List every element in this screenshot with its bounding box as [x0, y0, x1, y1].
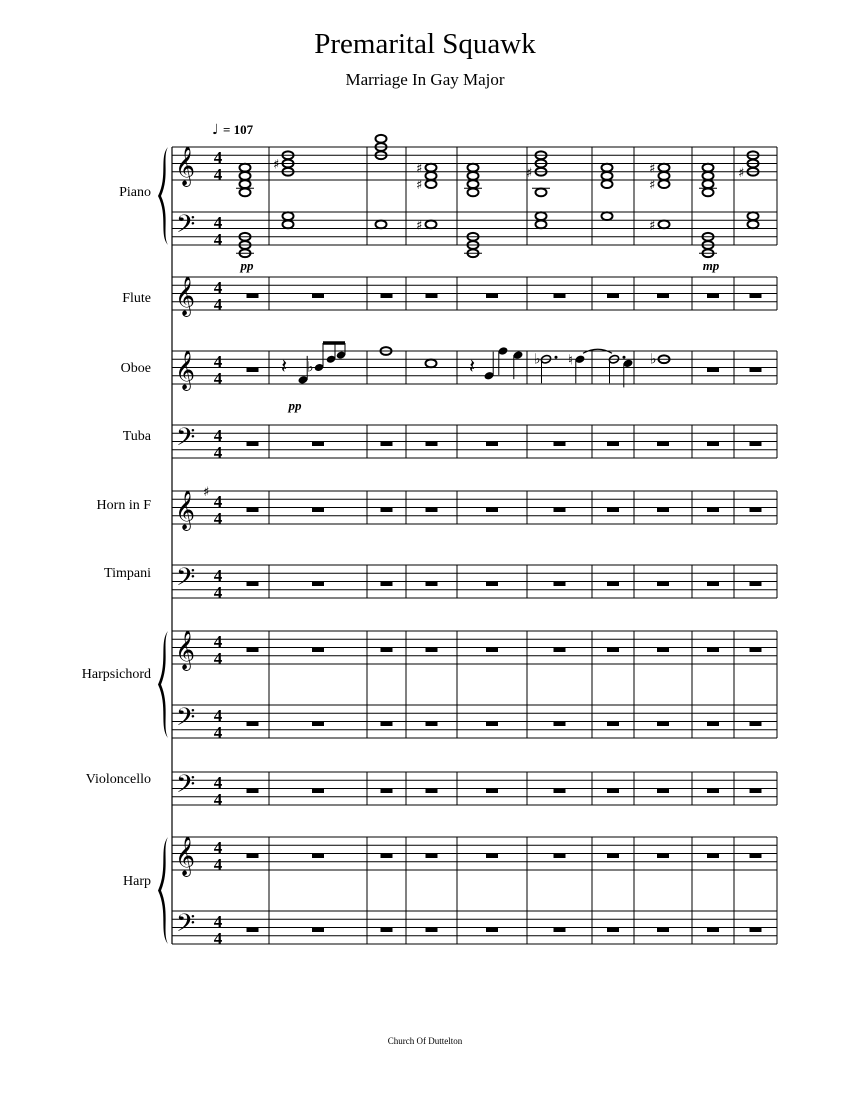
footer-credit: Church Of Duttelton [387, 1036, 463, 1046]
piano-bass-note [536, 212, 547, 220]
piano-bass-note [376, 220, 387, 228]
flute-rest [312, 294, 324, 299]
cello-rest [247, 789, 259, 794]
harpsichord-rest [554, 648, 566, 653]
piano-bass-note [748, 220, 759, 228]
horn-rest [486, 508, 498, 513]
quarter-rest-icon: 𝄽 [469, 354, 476, 378]
horn-time-sig-bottom: 4 [213, 509, 223, 528]
harp-label: Harp [123, 874, 151, 889]
horn-time-sig-top: 4 [213, 492, 223, 511]
harpsichord-rest [486, 722, 498, 727]
piano-time-sig-bottom: 4 [213, 230, 223, 249]
harp-rest [381, 928, 393, 933]
oboe-rest [707, 368, 719, 373]
harp-time-sig-bottom: 4 [213, 855, 223, 874]
harp-rest [657, 854, 669, 859]
cello-rest [312, 789, 324, 794]
harp-rest [750, 854, 762, 859]
piano-treble-note [240, 188, 251, 196]
piano-bass-note [426, 220, 437, 228]
harp-treble-clef-icon: 𝄞 [175, 836, 196, 876]
flute-rest [426, 294, 438, 299]
piano-bass-note [602, 212, 613, 220]
tuba-rest [247, 442, 259, 447]
oboe-whole-note [426, 359, 437, 367]
timpani-rest [312, 582, 324, 587]
oboe-treble-clef-icon: 𝄞 [175, 350, 196, 390]
timpani-label: Timpani [104, 566, 151, 581]
harp-time-sig-top: 4 [213, 912, 223, 931]
piano-treble-note [703, 188, 714, 196]
piano-treble-note [468, 172, 479, 180]
timpani-time-sig-top: 4 [213, 566, 223, 585]
flute-rest [707, 294, 719, 299]
horn-rest [247, 508, 259, 513]
piano-sharp-icon: ♯ [526, 165, 533, 181]
cello-rest [486, 789, 498, 794]
oboe-label: Oboe [120, 361, 151, 376]
cello-rest [554, 789, 566, 794]
tuba-rest [707, 442, 719, 447]
harpsichord-rest [486, 648, 498, 653]
piano-bass-note [748, 212, 759, 220]
piano-bass-note [283, 212, 294, 220]
harp-time-sig-top: 4 [213, 838, 223, 857]
piano-treble-note [468, 188, 479, 196]
flute-rest [607, 294, 619, 299]
piano-treble-note [703, 164, 714, 172]
harpsichord-rest [750, 722, 762, 727]
piano-treble-note [659, 180, 670, 188]
dot [623, 356, 626, 359]
timpani-rest [554, 582, 566, 587]
piano-treble-note [376, 135, 387, 143]
flute-time-sig-top: 4 [213, 278, 223, 297]
natural-icon: ♮ [568, 352, 574, 369]
piano-treble-note [426, 180, 437, 188]
harp-bass-clef-icon: 𝄢 [176, 909, 196, 944]
harp-rest [607, 854, 619, 859]
piano-treble-note [468, 180, 479, 188]
flute-rest [554, 294, 566, 299]
piano-sharp-icon: ♯ [416, 161, 423, 177]
oboe-time-sig-bottom: 4 [213, 369, 223, 388]
piano-label: Piano [119, 185, 151, 200]
harpsichord-rest [607, 722, 619, 727]
harp-rest [657, 928, 669, 933]
cello-rest [381, 789, 393, 794]
harpsichord-rest [607, 648, 619, 653]
tuba-rest [750, 442, 762, 447]
piano-bass-note [283, 220, 294, 228]
flat-icon: ♭ [534, 351, 541, 368]
harpsichord-bass-clef-icon: 𝄢 [176, 703, 196, 738]
horn-treble-clef-icon: 𝄞 [175, 490, 196, 530]
tuba-rest [312, 442, 324, 447]
harp-rest [486, 928, 498, 933]
harpsichord-rest [707, 722, 719, 727]
horn-rest [312, 508, 324, 513]
harp-time-sig-bottom: 4 [213, 929, 223, 948]
dynamic-pp-piano: pp [240, 258, 254, 273]
harp-rest [554, 854, 566, 859]
cello-rest [707, 789, 719, 794]
horn-label: Horn in F [96, 498, 151, 513]
horn-rest [554, 508, 566, 513]
oboe-rest [247, 368, 259, 373]
piano-bass-sharp-icon: ♯ [416, 218, 423, 234]
harpsichord-rest [750, 648, 762, 653]
harp-rest [750, 928, 762, 933]
piano-time-sig-bottom: 4 [213, 165, 223, 184]
piano-treble-clef-icon: 𝄞 [175, 146, 196, 186]
harp-rest [486, 854, 498, 859]
note-layer [236, 135, 762, 932]
timpani-rest [381, 582, 393, 587]
cello-time-sig-top: 4 [213, 773, 223, 792]
markings-layer [175, 122, 720, 948]
harpsichord-rest [657, 722, 669, 727]
horn-rest [750, 508, 762, 513]
dynamic-mp-piano: mp [702, 258, 720, 273]
piano-treble-note [602, 172, 613, 180]
staff-system [82, 147, 777, 944]
piano-treble-note [602, 180, 613, 188]
harp-rest [426, 854, 438, 859]
piano-treble-note [426, 172, 437, 180]
horn-rest [607, 508, 619, 513]
harpsichord-time-sig-top: 4 [213, 632, 223, 651]
piano-bass-clef-icon: 𝄢 [176, 210, 196, 245]
harpsichord-rest [247, 648, 259, 653]
score-subtitle: Marriage In Gay Major [345, 70, 505, 89]
flute-rest [381, 294, 393, 299]
horn-key-sharp-icon: ♯ [203, 485, 210, 500]
harpsichord-label: Harpsichord [81, 667, 151, 682]
harp-rest [381, 854, 393, 859]
harpsichord-rest [707, 648, 719, 653]
tuba-rest [486, 442, 498, 447]
piano-treble-note [426, 164, 437, 172]
flute-treble-clef-icon: 𝄞 [175, 276, 196, 316]
harpsichord-brace [158, 631, 168, 738]
harpsichord-rest [426, 648, 438, 653]
oboe-time-sig-top: 4 [213, 352, 223, 371]
cello-rest [750, 789, 762, 794]
horn-rest [707, 508, 719, 513]
harp-rest [312, 928, 324, 933]
flat-icon: ♭ [307, 359, 314, 376]
piano-bass-sharp-icon: ♯ [649, 218, 656, 234]
timpani-time-sig-bottom: 4 [213, 583, 223, 602]
timpani-rest [707, 582, 719, 587]
piano-brace [158, 147, 168, 245]
timpani-rest [607, 582, 619, 587]
tempo-text: = 107 [223, 122, 254, 137]
piano-treble-note [602, 164, 613, 172]
piano-sharp-icon: ♯ [649, 178, 656, 194]
flute-rest [657, 294, 669, 299]
harp-rest [707, 854, 719, 859]
cello-rest [657, 789, 669, 794]
harp-rest [247, 928, 259, 933]
harpsichord-rest [554, 722, 566, 727]
piano-sharp-icon: ♯ [649, 161, 656, 177]
harp-rest [554, 928, 566, 933]
piano-sharp-icon: ♯ [738, 165, 745, 181]
piano-time-sig-top: 4 [213, 148, 223, 167]
horn-rest [426, 508, 438, 513]
piano-treble-note [240, 180, 251, 188]
harp-brace [158, 837, 168, 944]
harpsichord-rest [247, 722, 259, 727]
piano-treble-note [468, 164, 479, 172]
dynamic-pp-oboe: pp [288, 398, 302, 413]
harpsichord-time-sig-top: 4 [213, 706, 223, 725]
timpani-bass-clef-icon: 𝄢 [176, 563, 196, 598]
horn-rest [657, 508, 669, 513]
harpsichord-rest [426, 722, 438, 727]
tuba-rest [657, 442, 669, 447]
tuba-rest [607, 442, 619, 447]
horn-rest [381, 508, 393, 513]
harpsichord-rest [657, 648, 669, 653]
tuba-time-sig-top: 4 [213, 426, 223, 445]
harpsichord-time-sig-bottom: 4 [213, 723, 223, 742]
timpani-rest [750, 582, 762, 587]
cello-rest [426, 789, 438, 794]
quarter-rest-icon: 𝄽 [281, 354, 288, 378]
harp-rest [312, 854, 324, 859]
piano-sharp-icon: ♯ [416, 178, 423, 194]
flute-label: Flute [122, 291, 151, 306]
harpsichord-rest [312, 722, 324, 727]
piano-treble-note [240, 164, 251, 172]
cello-time-sig-bottom: 4 [213, 790, 223, 809]
tempo-note-icon: ♩ [212, 122, 219, 138]
piano-treble-note [536, 188, 547, 196]
timpani-rest [247, 582, 259, 587]
tuba-rest [381, 442, 393, 447]
flute-rest [247, 294, 259, 299]
flute-rest [750, 294, 762, 299]
tuba-bass-clef-icon: 𝄢 [176, 423, 196, 458]
timpani-rest [426, 582, 438, 587]
piano-bass-note [536, 220, 547, 228]
harp-rest [247, 854, 259, 859]
flat-icon: ♭ [650, 351, 657, 368]
tuba-rest [426, 442, 438, 447]
score-title: Premarital Squawk [314, 28, 536, 60]
piano-bass-note [659, 220, 670, 228]
harp-rest [607, 928, 619, 933]
tuba-rest [554, 442, 566, 447]
cello-label: Violoncello [85, 772, 151, 787]
cello-bass-clef-icon: 𝄢 [176, 770, 196, 805]
flute-rest [486, 294, 498, 299]
harpsichord-rest [381, 648, 393, 653]
piano-treble-note [703, 180, 714, 188]
cello-rest [607, 789, 619, 794]
harp-rest [707, 928, 719, 933]
harpsichord-rest [381, 722, 393, 727]
timpani-rest [486, 582, 498, 587]
harp-rest [426, 928, 438, 933]
piano-time-sig-top: 4 [213, 213, 223, 232]
piano-treble-note [703, 172, 714, 180]
dot [555, 356, 558, 359]
piano-treble-note [659, 172, 670, 180]
piano-sharp-icon: ♯ [273, 157, 280, 173]
timpani-rest [657, 582, 669, 587]
flute-time-sig-bottom: 4 [213, 295, 223, 314]
oboe-rest [750, 368, 762, 373]
harpsichord-rest [312, 648, 324, 653]
harpsichord-time-sig-bottom: 4 [213, 649, 223, 668]
tuba-time-sig-bottom: 4 [213, 443, 223, 462]
tuba-label: Tuba [122, 429, 151, 444]
piano-treble-note [659, 164, 670, 172]
piano-treble-note [240, 172, 251, 180]
harpsichord-treble-clef-icon: 𝄞 [175, 630, 196, 670]
